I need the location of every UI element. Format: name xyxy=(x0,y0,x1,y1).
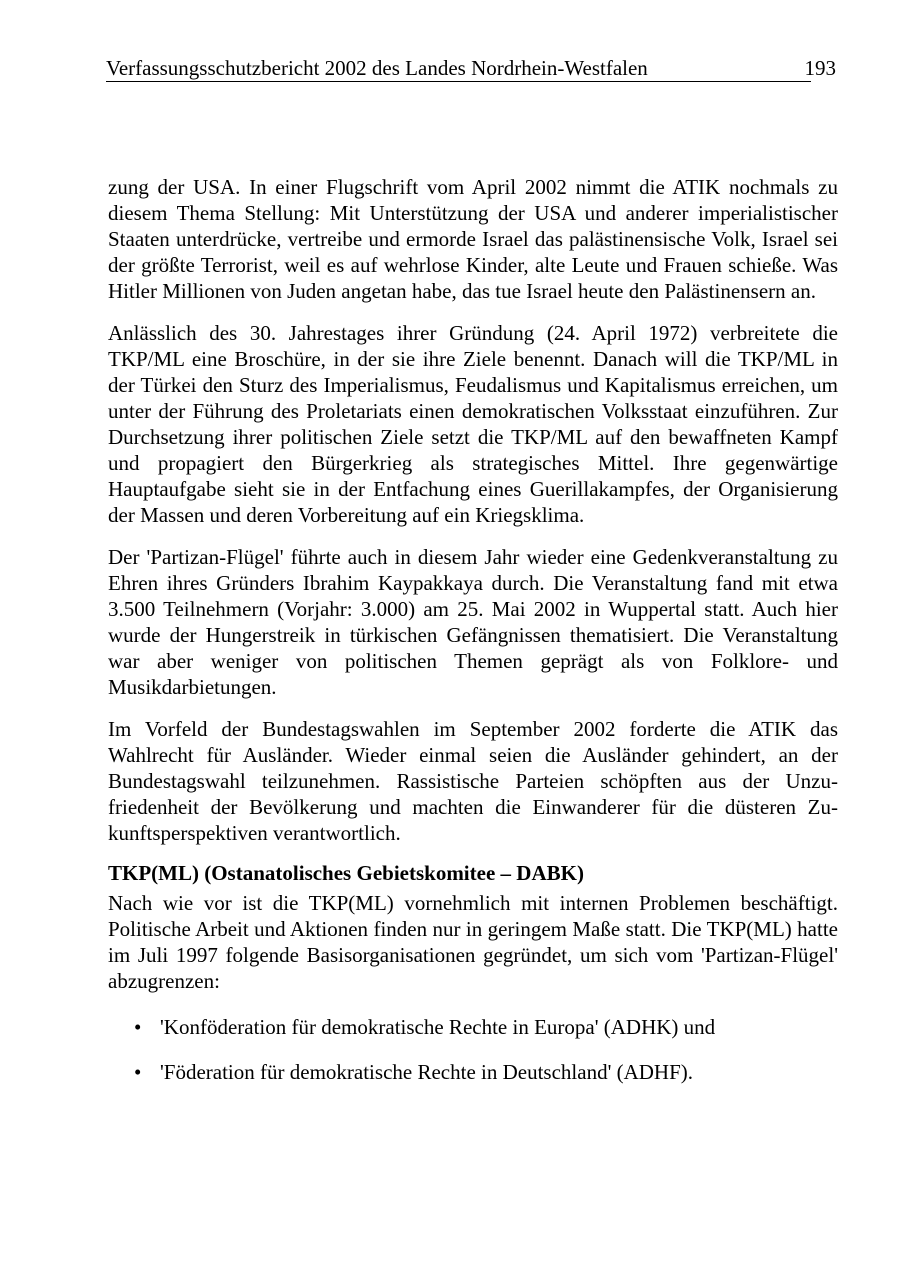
paragraph-tkp-ml-jahrestag: Anlässlich des 30. Jahrestages ihrer Gründung (24. April 1972) verbreitete die TKP/ML eine Broschüre, in der sie ihre Ziele benennt. Danach will die TKP/ML in der Türkei den Sturz des Imperialismus, Feudalismus und Kapitalismus erreichen, um unter der Führung des Proletariats einen demokratischen Volksstaat einzuführen. Zur Durchsetzung ihrer politischen Ziele setzt die TKP/ML auf den bewaffneten Kampf und propagiert den Bürgerkrieg als strategisches Mittel. Ihre gegenwärtige Hauptaufgabe sieht sie in der Entfachung eines Guerillakampfes, der Organisierung der Massen und deren Vorbereitung auf ein Kriegsklima. xyxy=(108,321,838,527)
list-item xyxy=(108,1014,838,1040)
header-rule xyxy=(106,81,811,82)
paragraph-atik-flugschrift: zung der USA. In einer Flugschrift vom April 2002 nimmt die ATIK nochmals zu diesem Thema Stellung: Mit Unterstützung der USA und anderer imperialistischer Staaten unterdrücke, vertreibe und ermorde Israel das palästinensische Volk, Israel sei der größte Terrorist, weil es auf wehrlose Kinder, alte Leute und Frauen schieße. Was Hitler Millionen von Juden angetan habe, das tue Israel heute den Palästinensern an. xyxy=(108,175,838,303)
body-text xyxy=(108,174,838,1085)
section-heading: TKP(ML) (Ostanatolisches Gebietskomitee – DABK) xyxy=(108,861,584,885)
paragraph-tkp-ml-dabk: Nach wie vor ist die TKP(ML) vornehmlich mit internen Problemen beschäftigt. Politische Arbeit und Aktionen finden nur in geringem Maße statt. Die TKP(ML) hatte im Juli 1997 folgende Basisorganisationen gegründet, um sich vom 'Partizan-Flügel' abzugrenzen: xyxy=(108,891,838,993)
running-header xyxy=(106,55,836,81)
bullet-icon: • xyxy=(134,1060,142,1084)
paragraph-partizan-gedenkveranstaltung: Der 'Partizan-Flügel' führte auch in diesem Jahr wieder eine Gedenkveranstaltung zu Ehren ihres Gründers Ibrahim Kaypakkaya durch. Die Veranstaltung fand mit etwa 3.500 Teilnehmern (Vorjahr: 3.000) am 25. Mai 2002 in Wuppertal statt. Auch hier wurde der Hungerstreik in türkischen Gefängnissen thematisiert. Die Veranstaltung war aber weniger von politischen Themen geprägt als von Folklore- und Musikdarbietungen. xyxy=(108,545,838,699)
list-item-text: 'Föderation für demokratische Rechte in Deutschland' (ADHF). xyxy=(160,1060,694,1084)
organisation-list xyxy=(108,1014,838,1085)
paragraph-bundestagswahlen: Im Vorfeld der Bundestagswahlen im September 2002 forderte die ATIK das Wahlrecht für Ausländer. Wieder einmal seien die Ausländer gehindert, an der Bundestagswahl teilzunehmen. Rassistische Parteien schöpften aus der Unzufriedenheit der Bevölkerung und machten die Einwanderer für die düsteren Zukunftsperspektiven verantwortlich. xyxy=(108,717,838,845)
header-title: Verfassungsschutzbericht 2002 des Landes Nordrhein-Westfalen xyxy=(106,56,648,80)
page-number: 193 xyxy=(804,56,836,80)
list-item xyxy=(108,1059,838,1085)
bullet-icon: • xyxy=(134,1015,142,1039)
list-item-text: 'Konföderation für demokratische Rechte in Europa' (ADHK) und xyxy=(160,1015,716,1039)
